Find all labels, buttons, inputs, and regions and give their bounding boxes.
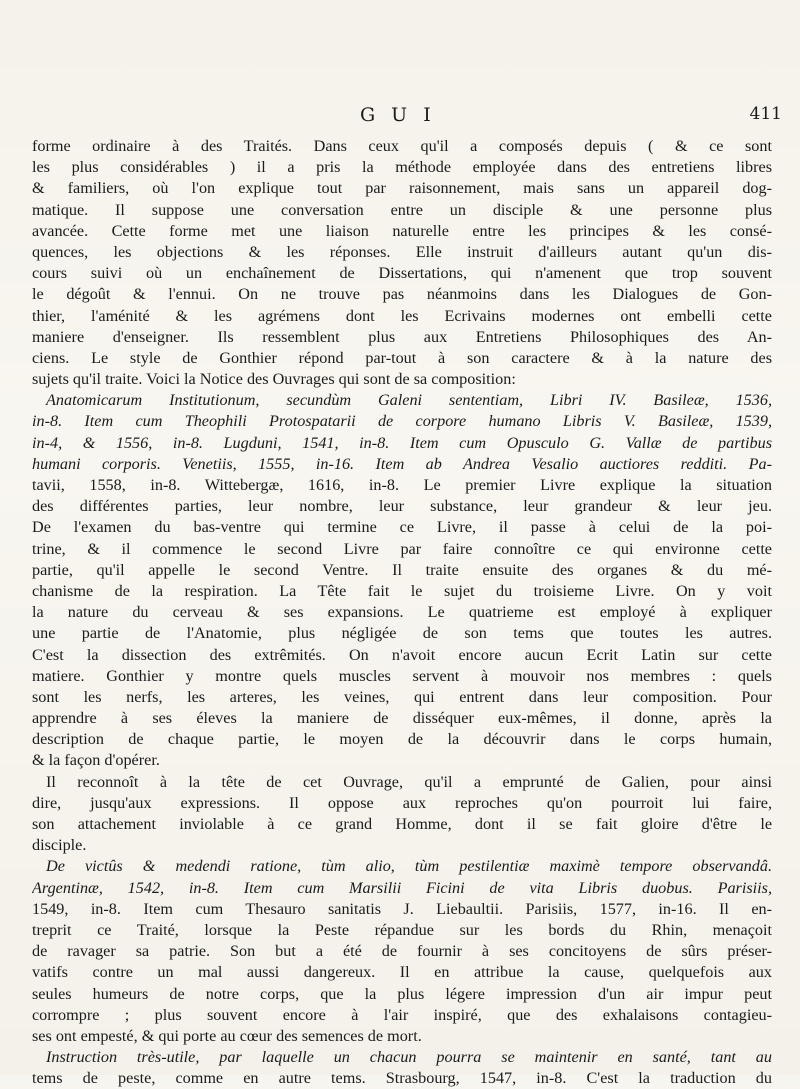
running-head: GUI [360, 104, 447, 126]
text-line: son attachement inviolable à ce grand Homme, dont il se fait gloire d'être le [32, 815, 772, 833]
text-line: une partie de l'Anatomie, plus négligée de son tems que toutes les autres. [32, 624, 772, 643]
text-line: de ravager sa patrie. Son but a été de fournir à ses concitoyens de sûrs préser- [32, 942, 772, 961]
text-line: forme ordinaire à des Traités. Dans ceux qu'il a composés depuis ( & ce sont [32, 137, 772, 155]
paragraph [32, 136, 772, 390]
text-line: Anatomicarum Institutionum, secundùm Galeni sententiam, Libri IV. Basileæ, 1536, [46, 391, 772, 410]
paragraph [32, 772, 772, 857]
text-line: 1549, in-8. Item cum Thesauro sanitatis J. Liebaultii. Parisiis, 1577, in-16. Il en- [32, 899, 772, 918]
paragraph [32, 1047, 772, 1089]
text-line: seules humeurs de notre corps, que la plus légere impression d'un air impur peut [32, 984, 772, 1003]
text-line: vatifs contre un mal aussi dangereux. Il en attribue la cause, quelquefois aux [32, 963, 772, 982]
text-line: quences, les objections & les réponses. Elle instruit d'ailleurs autant qu'un dis- [32, 242, 772, 261]
text-line: dire, jusqu'aux expressions. Il oppose aux reproches qu'on pourroit lui faire, [32, 793, 772, 812]
text-line: chanisme de la respiration. La Tête fait le sujet du troisieme Livre. On y voit [32, 581, 772, 600]
text-line: des différentes parties, leur nombre, leur substance, leur grandeur & leur jeu. [32, 497, 772, 516]
text-line: De l'examen du bas-ventre qui termine ce Livre, il passe à celui de la poi- [32, 518, 772, 537]
text-line: De victûs & medendi ratione, tùm alio, tùm pestilentiæ maximè tempore observandâ. [46, 857, 772, 876]
page-number: 411 [749, 104, 782, 124]
text-line: C'est la dissection des extrêmités. On n'avoit encore aucun Ecrit Latin sur cette [32, 645, 772, 664]
text-line: cours suivi où un enchaînement de Dissertations, qui n'amenent que trop souvent [32, 264, 772, 283]
text-line: & familiers, où l'on explique tout par raisonnement, mais sans un appareil dog- [32, 179, 772, 198]
paragraph [32, 390, 772, 771]
text-line: Il reconnoît à la tête de cet Ouvrage, qu'il a emprunté de Galien, pour ainsi [46, 772, 772, 791]
text-line: Instruction très-utile, par laquelle un chacun pourra se maintenir en santé, tant au [46, 1048, 772, 1067]
text-line: matiere. Gonthier y montre quels muscles servent à mouvoir nos membres : quels [32, 666, 772, 685]
text-line: in-8. Item cum Theophili Protospatarii de corpore humano Libris V. Basileæ, 1539, [32, 412, 772, 431]
text-line: apprendre à ses éleves la maniere de disséquer eux-mêmes, il donne, après la [32, 709, 772, 728]
text-line: matique. Il suppose une conversation entre un disciple & une personne plus [32, 200, 772, 219]
text-line: ciens. Le style de Gonthier répond par-tout à son caractere & à la nature des [32, 348, 772, 367]
text-line: ses ont empesté, & qui porte au cœur des semences de mort. [32, 1026, 422, 1045]
text-line: treprit ce Traité, lorsque la Peste répandue sur les bords du Rhin, menaçoit [32, 920, 772, 939]
text-line: & la façon d'opérer. [32, 751, 160, 770]
text-line: in-4, & 1556, in-8. Lugduni, 1541, in-8. Item cum Opusculo G. Vallæ de partibus [32, 433, 772, 452]
text-line: maniere d'enseigner. Ils ressemblent plus aux Entretiens Philosophiques des An- [32, 327, 772, 346]
text-line: trine, & il commence le second Livre par faire connoître ce qui environne cette [32, 539, 772, 558]
text-line: partie, qu'il appelle le second Ventre. Il traite ensuite des organes & du mé- [32, 560, 772, 579]
text-line: thier, l'aménité & les agrémens dont les Ecrivains modernes ont embelli cette [32, 306, 772, 325]
paragraph [32, 856, 772, 1047]
text-line: corrompre ; plus souvent encore à l'air inspiré, que des exhalaisons contagieu- [32, 1005, 772, 1024]
text-line: disciple. [32, 836, 87, 855]
text-line: les plus considérables ) il a pris la méthode employée dans des entretiens libres [32, 158, 772, 177]
body-text [32, 136, 772, 1089]
text-line: humani corporis. Venetiis, 1555, in-16. Item ab Andrea Vesalio auctiores redditi. Pa- [32, 454, 772, 473]
text-line: avancée. Cette forme met une liaison naturelle entre les principes & les consé- [32, 221, 772, 240]
text-line: sujets qu'il traite. Voici la Notice des Ouvrages qui sont de sa composition: [32, 370, 516, 389]
text-line: tems de peste, comme en autre tems. Strasbourg, 1547, in-8. C'est la traduction du [32, 1069, 772, 1088]
text-line: le dégoût & l'ennui. On ne trouve pas néanmoins dans les Dialogues de Gon- [32, 285, 772, 304]
text-line: sont les nerfs, les arteres, les veines, qui entrent dans leur composition. Pour [32, 687, 772, 706]
page-header [0, 104, 800, 130]
text-line: Argentinæ, 1542, in-8. Item cum Marsilii Ficini de vita Libris duobus. Parisiis, [32, 878, 772, 897]
text-line: tavii, 1558, in-8. Wittebergæ, 1616, in-8. Le premier Livre explique la situation [32, 476, 772, 494]
text-line: la nature du cerveau & ses expansions. Le quatrieme est employé à expliquer [32, 603, 772, 622]
text-line: description de chaque partie, le moyen de la découvrir dans le corps humain, [32, 730, 772, 749]
